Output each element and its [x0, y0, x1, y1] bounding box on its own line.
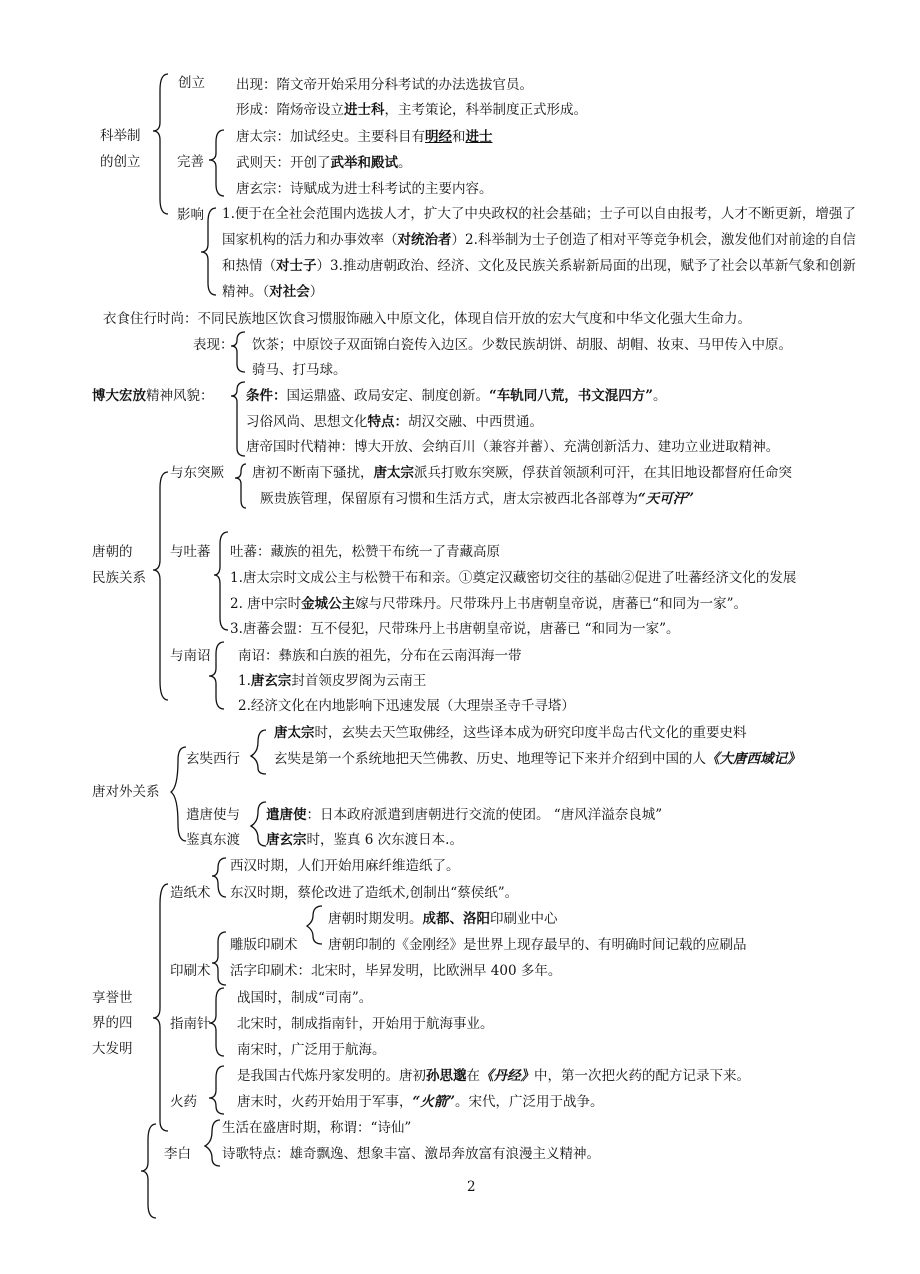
qiantang-label-1: 遣唐使与 — [186, 807, 240, 823]
qima-text: 骑马、打马球。 — [252, 362, 347, 378]
libai-line-1: 生活在盛唐时期，称谓：“诗仙” — [222, 1120, 412, 1136]
minzu-title-2: 民族关系 — [92, 570, 146, 586]
chuangli-label: 创立 — [178, 75, 205, 91]
nanzhao-label: 与南诏 — [170, 648, 211, 664]
faming-title-1: 享誉世 — [92, 990, 133, 1006]
nanzhao-line-1: 1.唐玄宗封首领皮罗阁为云南王 — [238, 673, 427, 689]
brace-wanshan — [209, 130, 224, 196]
xuanzang-line-1: 唐太宗时，玄奘去天竺取佛经，这些译本成为研究印度半岛古代文化的重要史料 — [274, 725, 747, 741]
qiantang-line-1: 遣唐使：日本政府派遣到唐朝进行交流的使团。 “唐风洋溢奈良城” — [266, 807, 663, 823]
biaoxian-label: 表现： — [193, 337, 234, 353]
brace-zhinan — [209, 988, 224, 1056]
xuanzang-line-2: 玄奘是第一个系统地把天竺佛教、历史、地理等记下来并介绍到中国的人《大唐西域记》 — [274, 751, 801, 767]
tubo-line-1: 1.唐太宗时文成公主与松赞干布和亲。①奠定汉藏密切交往的基础②促进了吐蕃经济文化的发展 — [230, 570, 797, 586]
brace-minzu — [153, 472, 168, 700]
huozi-line: 活字印刷术：北宋时，毕昇发明，比欧洲早 400 多年。 — [230, 963, 562, 979]
brace-huoyao — [209, 1066, 224, 1114]
yingxiang-text: 1.便于在全社会范围内选拔人才，扩大了中央政权的社会基础；士子可以自由报考，人才不断更新，增强了国家机构的活力和办事效率（对统治者）2.科举制为士子创造了相对平等竞争机会，激发他们对前途的自信和热情（对士子）3.推动唐朝政治、经济、文化及民族关系崭新局面的出现，赋予了社会以革新气象和创新精神。（对社会） — [222, 206, 856, 300]
xisu-text: 习俗风尚、思想文化特点：胡汉交融、中西贯通。 — [246, 414, 543, 430]
libai-line-2: 诗歌特点：雄奇飘逸、想象丰富、激昂奔放富有浪漫主义精神。 — [222, 1146, 600, 1162]
huoyao-line-1: 是我国古代炼丹家发明的。唐初孙思邈在《丹经》中，第一次把火药的配方记录下来。 — [237, 1068, 750, 1084]
zhinan-line-2: 北宋时，制成指南针，开始用于航海事业。 — [237, 1016, 494, 1032]
nanzhao-line-2: 2.经济文化在内地影响下迅速发展（大理崇圣寺千寻塔） — [238, 698, 575, 714]
tubo-line-3: 3.唐蕃会盟：互不侵犯，尺带珠丹上书唐朝皇帝说，唐蕃已 “和同为一家”。 — [230, 621, 680, 637]
yingxiang-label: 影响 — [177, 207, 204, 223]
tubo-line-0: 吐蕃：藏族的祖先，松赞干布统一了青藏高原 — [230, 544, 500, 560]
zhinan-label: 指南针 — [170, 1016, 211, 1032]
diaoban-line-1: 唐朝时期发明。成都、洛阳印刷业中心 — [328, 911, 558, 927]
brace-diaoban — [307, 906, 322, 944]
tujue-label: 与东突厥 — [170, 465, 224, 481]
nanzhao-line-0: 南诏：彝族和白族的祖先，分布在云南洱海一带 — [238, 648, 522, 664]
brace-keju — [153, 74, 168, 214]
keju-title-1: 科举制 — [100, 128, 141, 144]
wuzetian-text: 武则天：开创了武举和殿试。 — [236, 155, 412, 171]
brace-zaozhi — [212, 858, 226, 897]
brace-duiwai — [171, 747, 186, 841]
brace-tubo — [214, 532, 228, 630]
tubo-label: 与吐蕃 — [170, 544, 211, 560]
qiantang-line-2: 唐玄宗时，鉴真 6 次东渡日本.。 — [266, 832, 463, 848]
qiantang-label-2: 鉴真东渡 — [186, 832, 240, 848]
brace-nanzhao — [209, 642, 224, 709]
jingshen-text: 唐帝国时代精神：博大开放、会纳百川（兼容并蓄）、充满创新活力、建功立业进取精神。 — [246, 439, 780, 455]
zaozhi-line-2: 东汉时期，蔡伦改进了造纸术,创制出“蔡侯纸”。 — [230, 885, 519, 901]
yinshua-label: 印刷术 — [170, 963, 211, 979]
keju-title-2: 的创立 — [100, 154, 141, 170]
brace-libai — [205, 1120, 220, 1166]
brace-yinshua — [212, 932, 226, 985]
xingcheng-text: 形成：隋炀帝设立进士科，主考策论，科举制度正式形成。 — [236, 102, 587, 118]
tiaojian-text: 条件：国运鼎盛、政局安定、制度创新。“车轨同八荒，书文混四方”。 — [246, 388, 667, 404]
page-number: 2 — [467, 1179, 476, 1195]
zhinan-line-1: 战国时，制成“司南”。 — [237, 990, 373, 1006]
brace-libai-outer — [141, 1124, 156, 1218]
taizong-text: 唐太宗：加试经史。主要科目有明经和进士 — [236, 129, 493, 145]
diaoban-label: 雕版印刷术 — [230, 937, 298, 953]
boda-label: 博大宏放精神风貌： — [92, 388, 214, 404]
zaozhi-line-1: 西汉时期，人们开始用麻纤维造纸了。 — [230, 858, 460, 874]
brace-qiantang — [251, 802, 266, 846]
tujue-line-1: 唐初不断南下骚扰，唐太宗派兵打败东突厥，俘获首领颉利可汗，在其旧地设都督府任命突 — [252, 465, 792, 481]
xuanzong-text: 唐玄宗：诗赋成为进士科考试的主要内容。 — [236, 181, 493, 197]
chuxian-text: 出现：隋文帝开始采用分科考试的办法选拔官员。 — [236, 77, 533, 93]
tubo-line-2: 2. 唐中宗时金城公主嫁与尺带珠丹。尺带珠丹上书唐朝皇帝说，唐蕃已“和同为一家”。 — [230, 596, 747, 612]
brace-xuanzang — [251, 730, 266, 774]
yincha-text: 饮茶；中原饺子双面锦白瓷传入边区。少数民族胡饼、胡服、胡帽、妆束、马甲传入中原。 — [252, 337, 792, 353]
zaozhi-label: 造纸术 — [170, 885, 211, 901]
brace-boda — [231, 382, 245, 456]
shishang-line: 衣食住行时尚：不同民族地区饮食习惯服饰融入中原文化，体现自信开放的宏大气度和中华文化强大生命力。 — [103, 311, 751, 327]
brace-faming — [153, 884, 168, 1131]
faming-title-3: 大发明 — [92, 1041, 133, 1057]
minzu-title-1: 唐朝的 — [92, 544, 133, 560]
wanshan-label: 完善 — [177, 154, 204, 170]
huoyao-label: 火药 — [170, 1094, 197, 1110]
xuanzang-label: 玄奘西行 — [186, 751, 240, 767]
duiwai-title: 唐对外关系 — [92, 784, 160, 800]
diaoban-line-2: 唐朝印制的《金刚经》是世界上现存最早的、有明确时间记载的应刷品 — [328, 937, 747, 953]
tujue-line-2: 厥贵族管理，保留原有习惯和生活方式，唐太宗被西北各部尊为“天可汗” — [260, 491, 695, 507]
libai-label: 李白 — [164, 1146, 191, 1162]
zhinan-line-3: 南宋时，广泛用于航海。 — [237, 1042, 386, 1058]
faming-title-2: 界的四 — [92, 1015, 133, 1031]
huoyao-line-2: 唐末时，火药开始用于军事，“火箭”。宋代，广泛用于战争。 — [237, 1094, 604, 1110]
brace-tujue — [235, 464, 246, 508]
